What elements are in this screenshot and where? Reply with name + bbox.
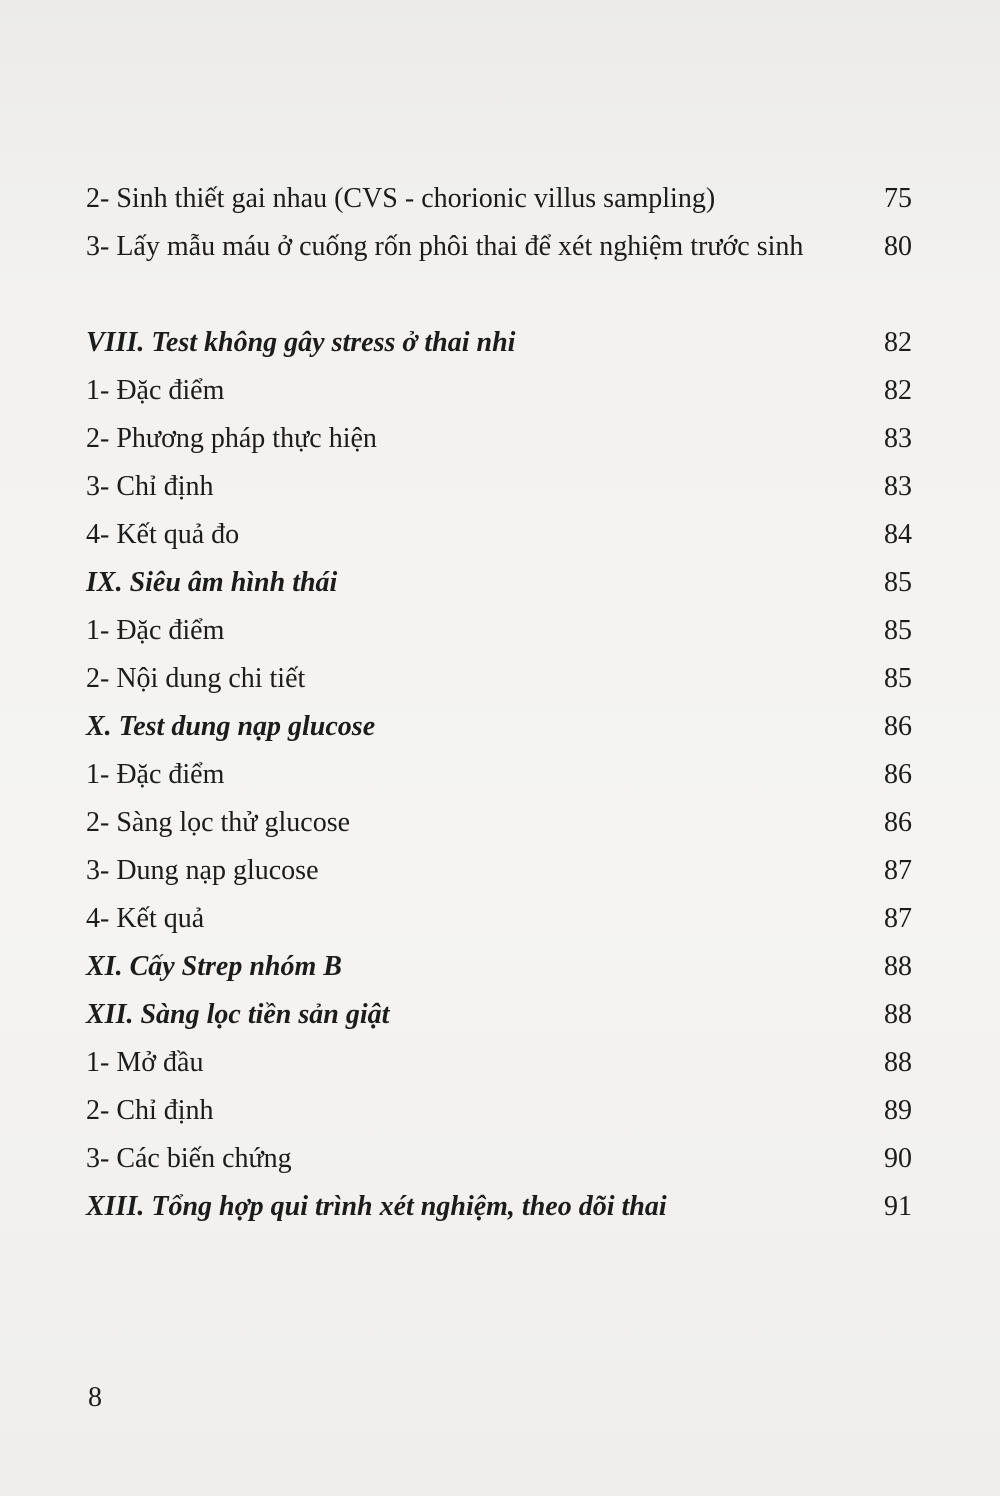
toc-entry-page: 88 — [884, 1047, 912, 1078]
toc-entry-title: 3- Các biến chứng — [86, 1143, 292, 1174]
toc-entry — [86, 607, 912, 655]
toc-section-heading — [86, 991, 912, 1039]
toc-section-heading — [86, 943, 912, 991]
toc-entry — [86, 1087, 912, 1135]
toc-entry-page: 87 — [884, 855, 912, 886]
toc-entry-title: 3- Lấy mẫu máu ở cuống rốn phôi thai để xét nghiệm trước sinh — [86, 231, 804, 262]
toc-entry — [86, 799, 912, 847]
toc-entry-page: 85 — [884, 663, 912, 694]
toc-entry-title: 3- Dung nạp glucose — [86, 855, 319, 886]
toc-entry-page: 89 — [884, 1095, 912, 1126]
toc-entry-title: 2- Nội dung chi tiết — [86, 663, 306, 694]
toc-entry-page: 90 — [884, 1143, 912, 1174]
table-of-contents — [86, 175, 912, 1231]
toc-entry-page: 84 — [884, 519, 912, 550]
toc-entry-page: 83 — [884, 423, 912, 454]
toc-entry-title: 1- Mở đầu — [86, 1047, 204, 1078]
toc-entry-page: 86 — [884, 807, 912, 838]
toc-entry — [86, 415, 912, 463]
toc-entry-title: 4- Kết quả — [86, 903, 205, 934]
toc-entry — [86, 1135, 912, 1183]
toc-entry — [86, 175, 912, 223]
toc-section-heading — [86, 1183, 912, 1231]
toc-entry — [86, 655, 912, 703]
toc-entry-title: XI. Cấy Strep nhóm B — [86, 951, 342, 982]
toc-section-heading — [86, 703, 912, 751]
page-number: 8 — [88, 1382, 102, 1413]
toc-entry — [86, 223, 912, 319]
toc-entry-page: 86 — [884, 711, 912, 742]
toc-entry — [86, 463, 912, 511]
toc-entry — [86, 367, 912, 415]
toc-entry — [86, 847, 912, 895]
toc-entry-title: XII. Sàng lọc tiền sản giật — [86, 999, 390, 1030]
toc-section-heading — [86, 559, 912, 607]
toc-entry-page: 88 — [884, 951, 912, 982]
toc-entry-page: 91 — [884, 1191, 912, 1222]
toc-entry-title: 2- Phương pháp thực hiện — [86, 423, 377, 454]
toc-section-heading — [86, 319, 912, 367]
toc-entry-page: 80 — [884, 231, 912, 262]
toc-entry-page: 82 — [884, 327, 912, 358]
toc-entry-title: 2- Sàng lọc thử glucose — [86, 807, 351, 838]
toc-entry-page: 83 — [884, 471, 912, 502]
toc-entry-page: 75 — [884, 183, 912, 214]
toc-entry-title: 2- Chỉ định — [86, 1095, 214, 1126]
toc-entry-title: 4- Kết quả đo — [86, 519, 240, 550]
toc-entry-page: 82 — [884, 375, 912, 406]
toc-entry — [86, 511, 912, 559]
toc-entry-title: 1- Đặc điểm — [86, 759, 225, 790]
toc-entry-page: 86 — [884, 759, 912, 790]
toc-entry-page: 85 — [884, 615, 912, 646]
toc-entry-title: IX. Siêu âm hình thái — [86, 567, 338, 598]
toc-entry-page: 88 — [884, 999, 912, 1030]
toc-entry — [86, 895, 912, 943]
toc-entry-page: 85 — [884, 567, 912, 598]
toc-entry-page: 87 — [884, 903, 912, 934]
toc-entry-title: 1- Đặc điểm — [86, 375, 225, 406]
toc-entry-title: 3- Chỉ định — [86, 471, 214, 502]
toc-entry-title: 2- Sinh thiết gai nhau (CVS - chorionic villus sampling) — [86, 183, 716, 214]
toc-entry-title: X. Test dung nạp glucose — [86, 711, 376, 742]
toc-entry-title: VIII. Test không gây stress ở thai nhi — [86, 327, 516, 358]
toc-entry-title: 1- Đặc điểm — [86, 615, 225, 646]
toc-entry — [86, 751, 912, 799]
toc-entry — [86, 1039, 912, 1087]
toc-entry-title: XIII. Tổng hợp qui trình xét nghiệm, theo dõi thai — [86, 1191, 667, 1222]
